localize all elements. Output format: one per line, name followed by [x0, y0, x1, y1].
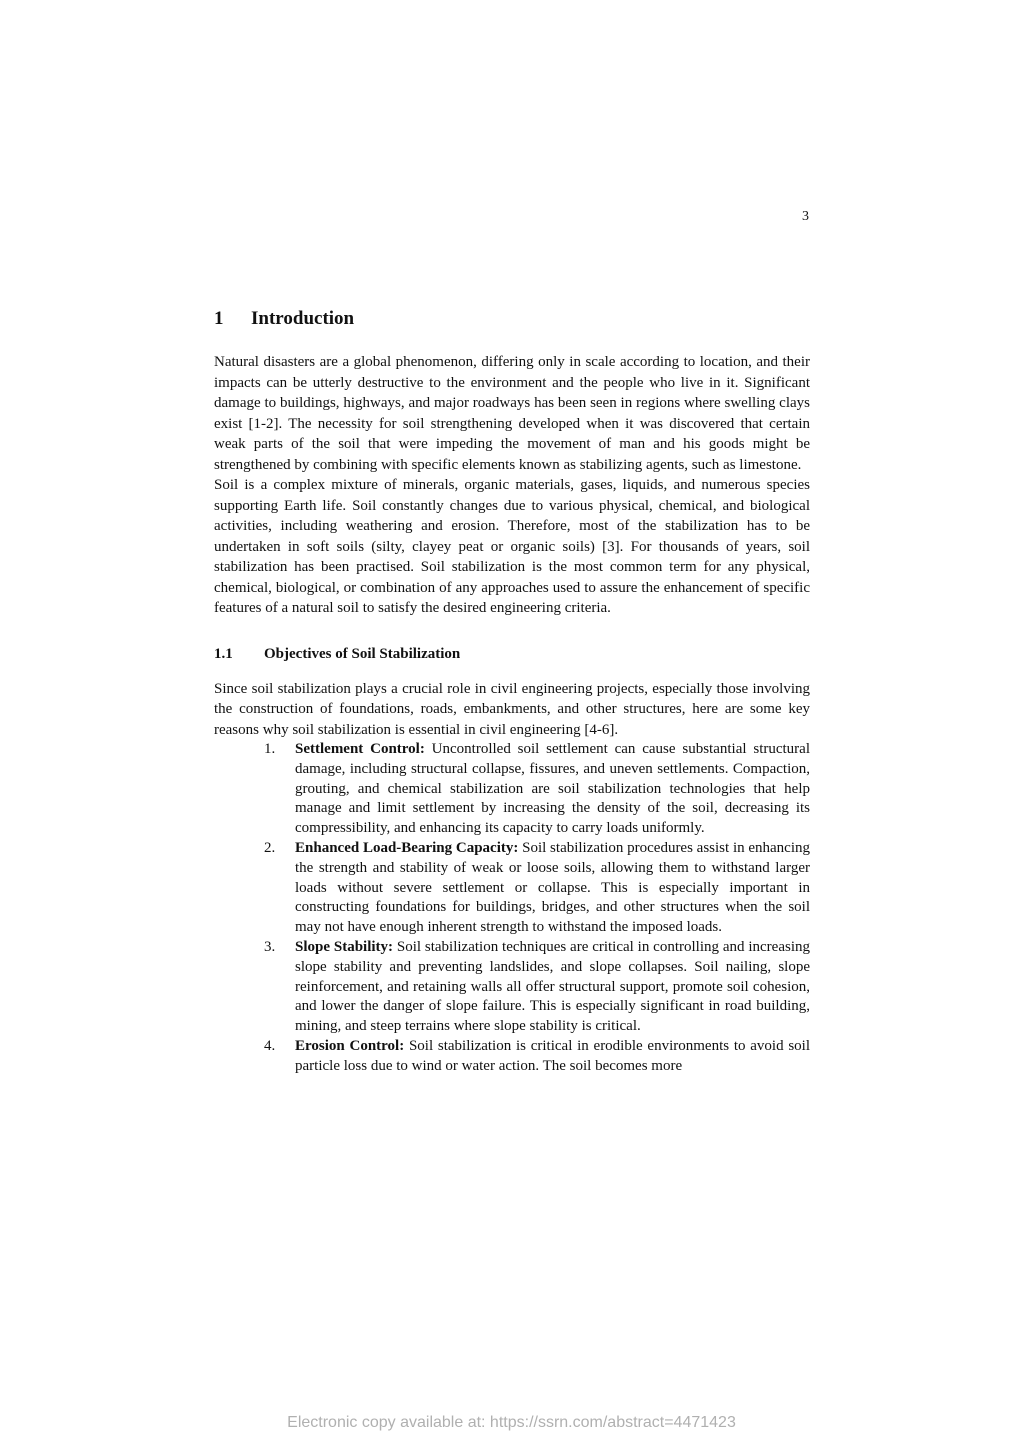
- list-item-term: Erosion Control:: [295, 1037, 405, 1054]
- list-item-text: Soil stabilization is critical in erodible environments to avoid soil particle loss due to wind or water action. The soil becomes more: [295, 1037, 810, 1074]
- list-marker: 2.: [264, 839, 276, 856]
- objectives-list: [214, 740, 810, 1077]
- subsection-intro: Since soil stabilization plays a crucial role in civil engineering projects, especially those involving the construction of foundations, roads, embankments, and other structures, here are some key reasons why soil stabilization is essential in civil engineering [4-6].: [214, 680, 810, 738]
- list-item-term: Enhanced Load-Bearing Capacity:: [295, 839, 519, 856]
- list-item-text: Soil stabilization techniques are critical in controlling and increasing slope stability and preventing landslides, and slope collapses. Soil nailing, slope reinforcement, and retaining walls all offer structural support, promote soil cohesion, and lower the danger of slope failure. This is especially significant in road building, mining, and steep terrains where slope stability is critical.: [295, 938, 810, 1035]
- subsection-number: 1.1: [214, 645, 233, 662]
- intro-paragraph-2: Soil is a complex mixture of minerals, organic materials, gases, liquids, and numerous species supporting Earth life. Soil constantly changes due to various physical, chemical, and biological activities, including weathering and erosion. Therefore, most of the stabilization has to be undertaken in soft soils (silty, clayey peat or organic soils) [3]. For thousands of years, soil stabilization has been practised. Soil stabilization is the most common term for any physical, chemical, biological, or combination of any approaches used to assure the enhancement of specific features of a natural soil to satisfy the desired engineering criteria.: [214, 477, 810, 616]
- list-item-term: Slope Stability:: [295, 938, 394, 955]
- list-item-text: Uncontrolled soil settlement can cause substantial structural damage, including structural collapse, fissures, and uneven settlements. Compaction, grouting, and chemical stabilization are soil stabilization technologies that help manage and limit settlement by increasing the density of the soil, decreasing its compressibility, and enhancing its capacity to carry loads uniformly.: [295, 741, 810, 837]
- section-heading: [214, 307, 810, 331]
- list-item: [214, 1037, 810, 1077]
- list-item-text: Soil stabilization procedures assist in enhancing the strength and stability of weak or loose soils, allowing them to withstand larger loads without severe settlement or collapse. This is especially important in constructing foundations for buildings, bridges, and other structures when the soil may not have enough inherent strength to withstand the imposed loads.: [295, 839, 811, 936]
- list-marker: 4.: [264, 1037, 276, 1054]
- page-number: 3: [802, 209, 809, 224]
- list-marker: 1.: [264, 741, 276, 757]
- list-item: [214, 740, 810, 839]
- subsection-heading: [214, 644, 810, 664]
- page-content: [214, 307, 810, 1077]
- list-item: [214, 839, 810, 938]
- list-item: [214, 938, 810, 1037]
- footer-ssrn-link[interactable]: Electronic copy available at: https://ssrn.com/abstract=4471423: [287, 1414, 736, 1431]
- section-number: 1: [214, 308, 224, 329]
- subsection-title: Objectives of Soil Stabilization: [264, 645, 461, 662]
- list-item-term: Settlement Control:: [295, 741, 425, 757]
- list-marker: 3.: [264, 938, 276, 955]
- intro-paragraph-1: Natural disasters are a global phenomenon, differing only in scale according to location, and their impacts can be utterly destructive to the environment and the people who live in it. Significant damage to buildings, highways, and major roadways has been seen in regions where swelling clays exist [1-2]. The necessity for soil strengthening developed when it was discovered that certain weak parts of the soil that were impeding the movement of man and his goods might be strengthened by combining with specific elements known as stabilizing agents, such as limestone.: [214, 354, 810, 473]
- section-title: Introduction: [251, 308, 355, 329]
